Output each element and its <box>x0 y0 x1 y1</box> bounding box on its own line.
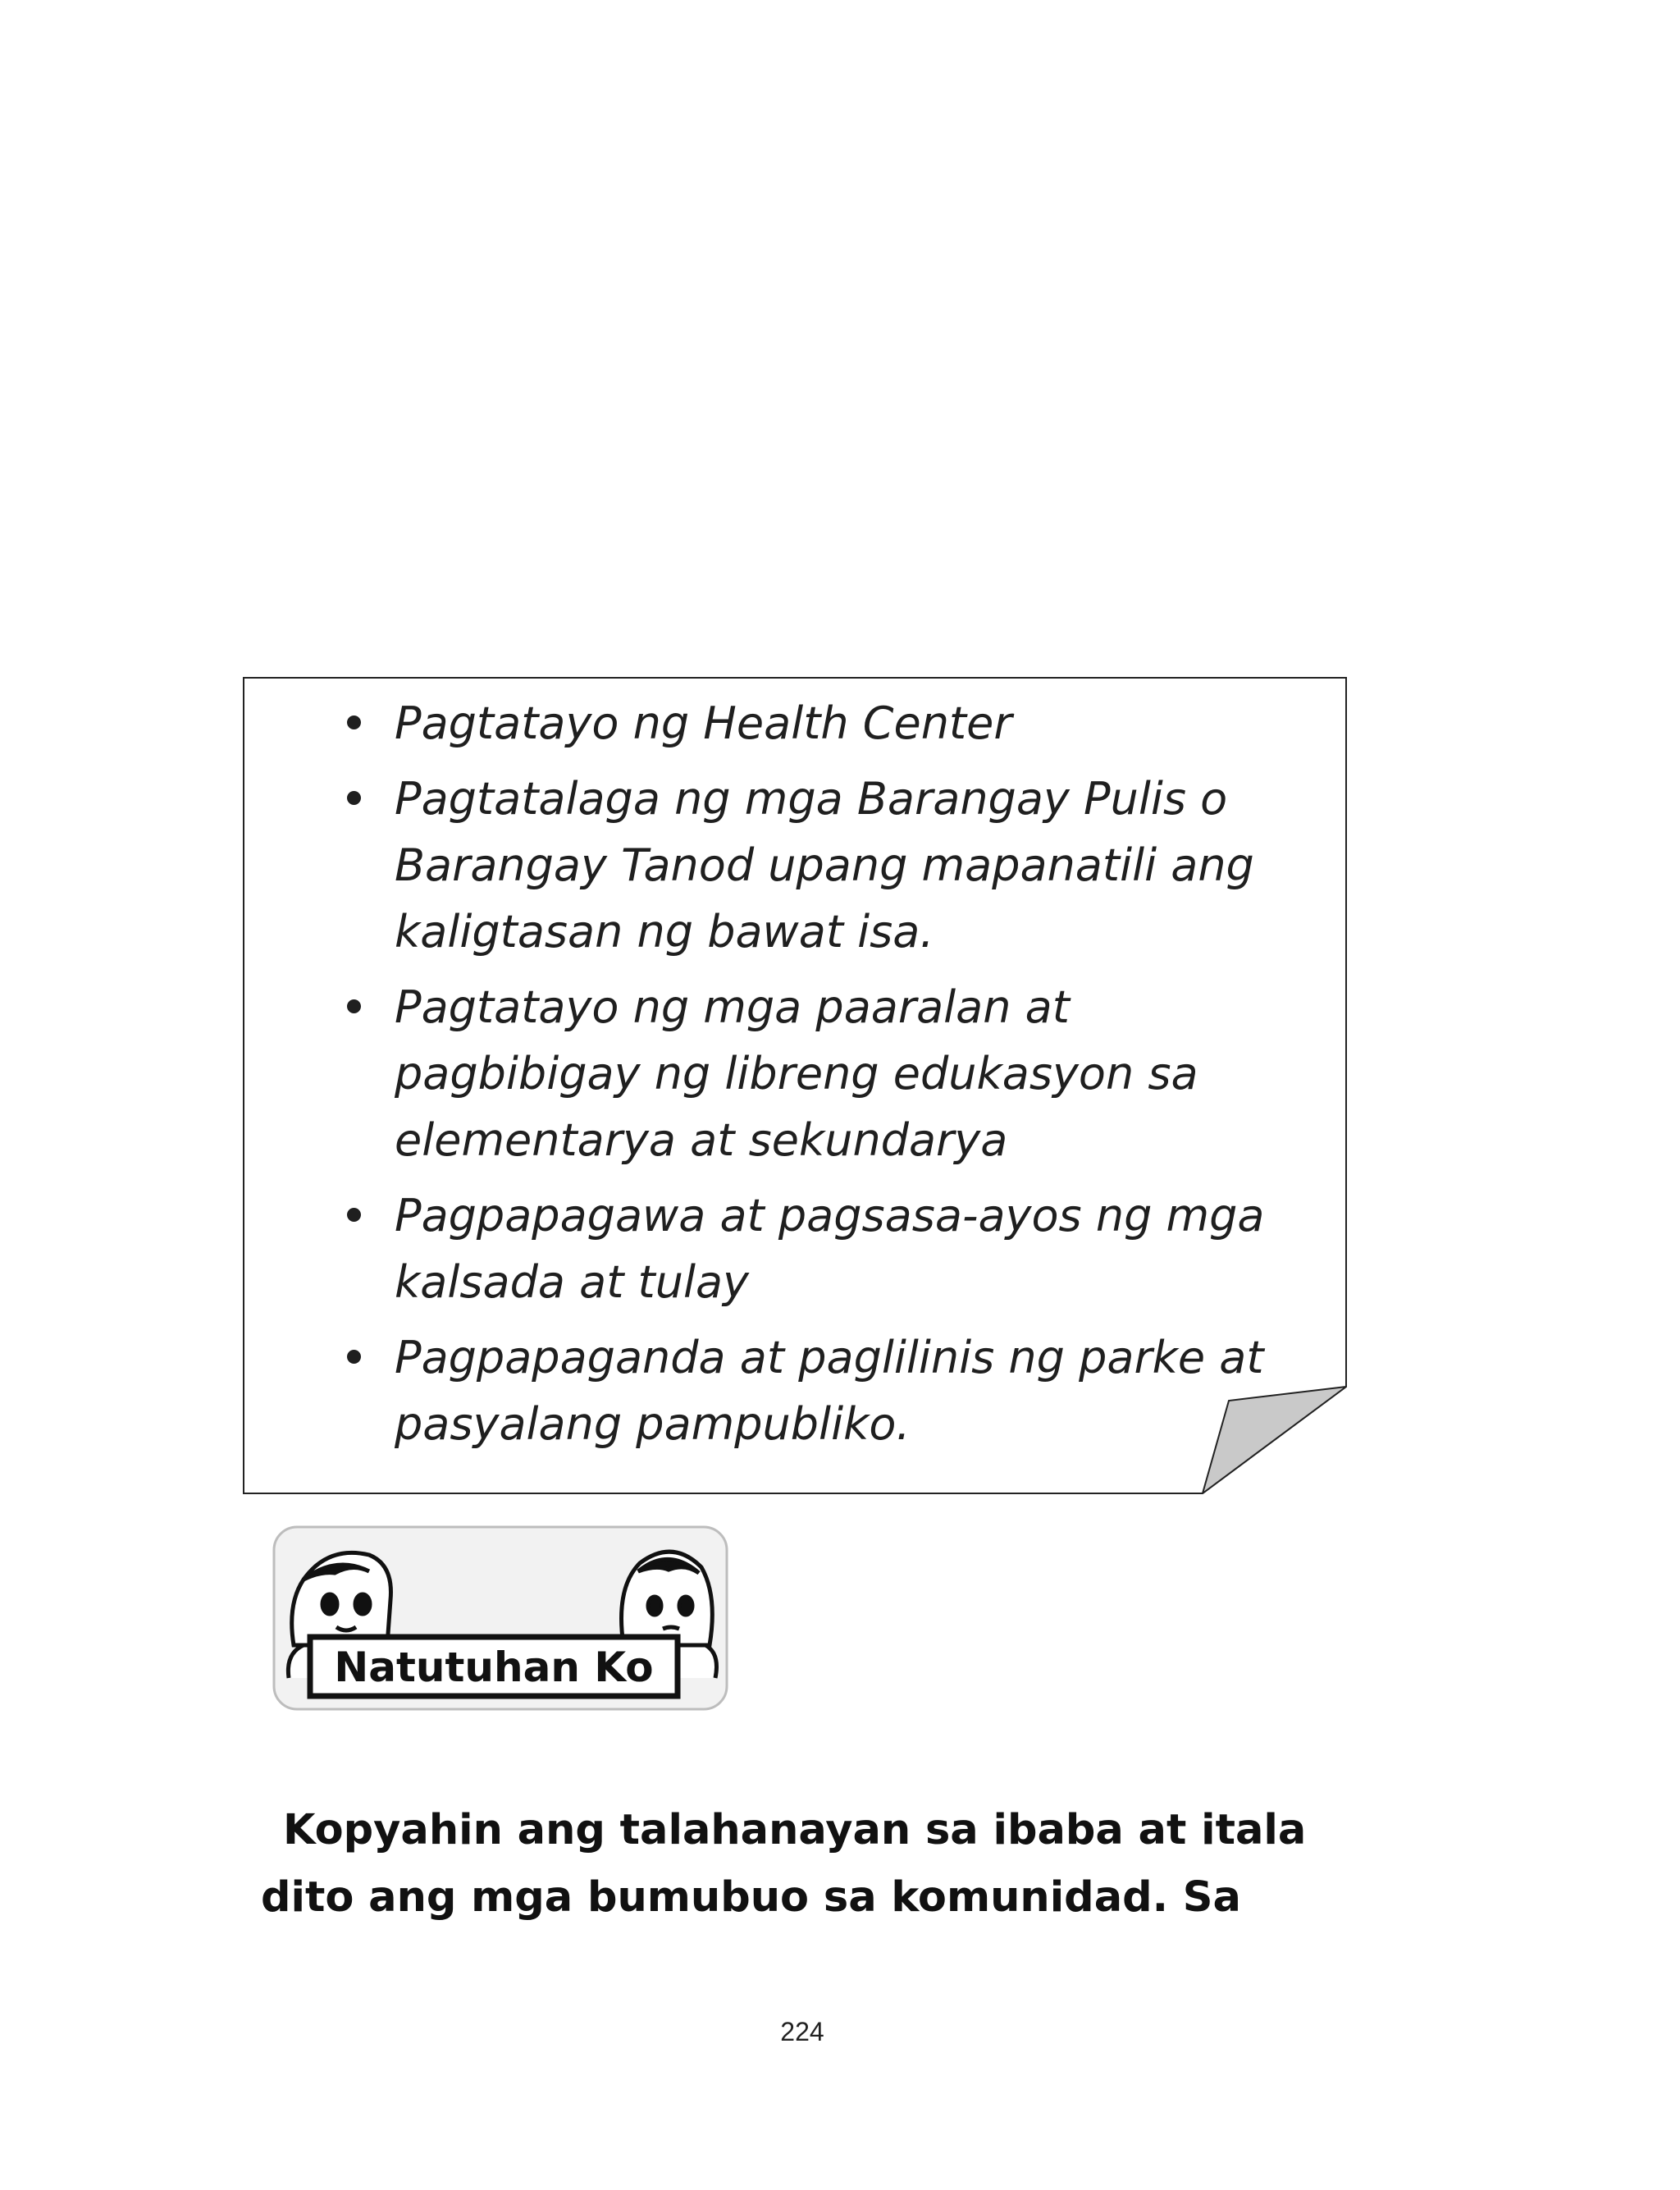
list-item-text: Pagpapagawa at pagsasa-ayos ng mga kalsada at tulay <box>395 1190 1265 1308</box>
bullet-icon <box>347 716 361 729</box>
list-item-text: Pagpapaganda at paglilinis ng parke at pasyalang pampubliko. <box>395 1332 1264 1450</box>
instruction-text <box>261 1797 1409 1932</box>
list-item <box>345 766 1313 965</box>
logo-title: Natutuhan Ko <box>334 1644 654 1691</box>
page-number: 224 <box>780 2017 824 2046</box>
natutuhan-ko-logo <box>271 1522 730 1717</box>
list-item <box>345 1182 1313 1315</box>
instruction-line-2: dito ang mga bumubuo sa komunidad. Sa <box>261 1873 1241 1922</box>
list-item <box>345 690 1313 757</box>
note-box <box>243 677 1347 1494</box>
list-item-text: Pagtatalaga ng mga Barangay Pulis o Barangay Tanod upang mapanatili ang kaligtasan ng bawat isa. <box>395 773 1254 958</box>
instruction-line-1: Kopyahin ang talahanayan sa ibaba at itala <box>283 1806 1307 1854</box>
bullet-icon <box>347 1350 361 1364</box>
list-item-text: Pagtatayo ng Health Center <box>395 697 1012 749</box>
bullet-list <box>345 690 1313 1466</box>
bullet-icon <box>347 999 361 1013</box>
list-item-text: Pagtatayo ng mga paaralan at pagbibigay ng libreng edukasyon sa elementarya at sekundarya <box>395 981 1198 1166</box>
bullet-icon <box>347 1208 361 1222</box>
list-item <box>345 974 1313 1173</box>
section-logo-graphic <box>271 1522 730 1717</box>
list-item <box>345 1324 1313 1457</box>
bullet-icon <box>347 791 361 805</box>
